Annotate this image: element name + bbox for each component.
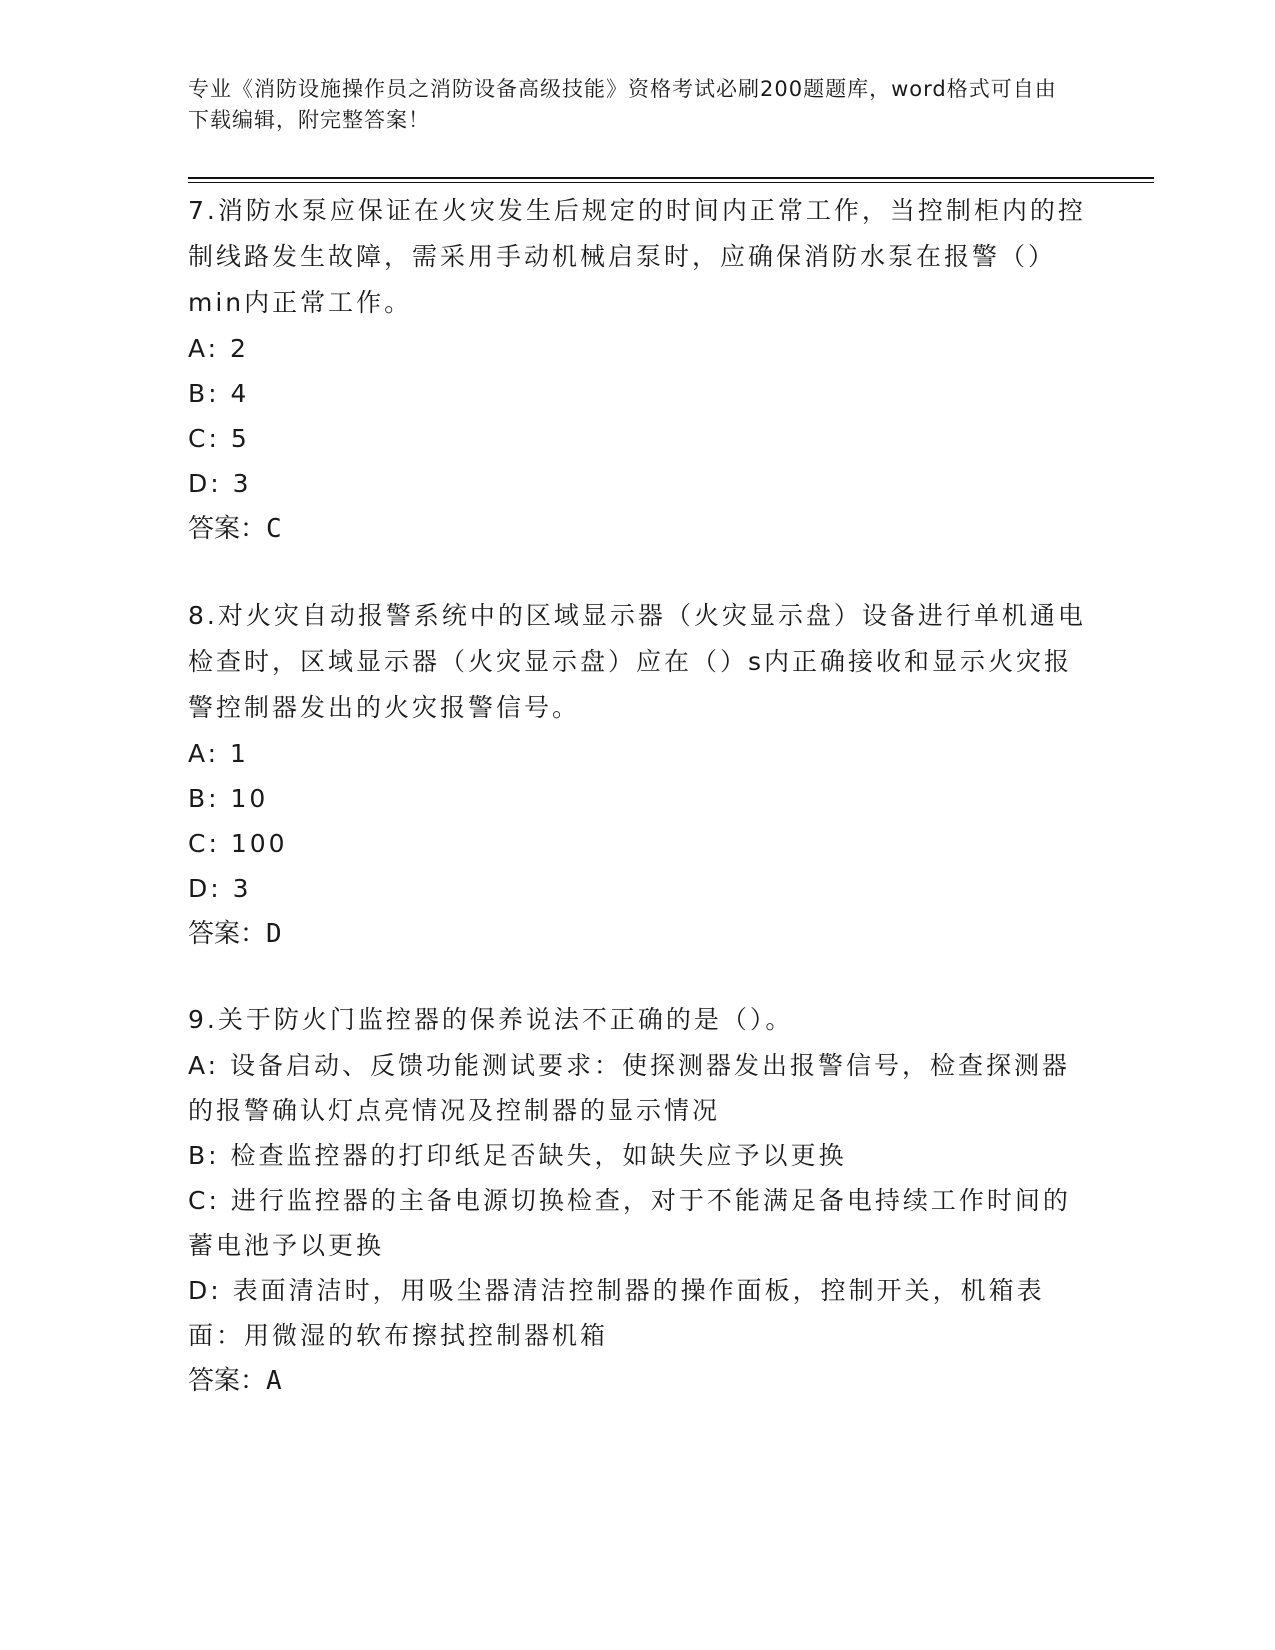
option-a: A: 1 [188, 739, 249, 768]
answer-label: 答案： [188, 514, 267, 544]
option-a: A: 2 [188, 334, 249, 363]
answer-label: 答案： [188, 1366, 267, 1396]
answer-value: D [266, 919, 282, 949]
answer-value: A [266, 1366, 282, 1396]
option-b: B: 4 [188, 379, 250, 408]
question-stem: 7.消防水泵应保证在火灾发生后规定的时间内正常工作，当控制柜内的控制线路发生故障，需采用手动机械启泵时，应确保消防水泵在报警（）min内正常工作。 [188, 196, 1086, 317]
question-8 [188, 593, 1088, 957]
option-a: A: 设备启动、反馈功能测试要求：使探测器发出报警信号，检查探测器的报警确认灯点亮情况及控制器的显示情况 [188, 1051, 1071, 1125]
question-stem: 9.关于防火门监控器的保养说法不正确的是（）。 [188, 1005, 794, 1034]
option-c: C: 100 [188, 829, 288, 858]
answer-label: 答案： [188, 919, 267, 949]
question-9 [188, 997, 1088, 1404]
option-b: B: 10 [188, 784, 269, 813]
option-b: B: 检查监控器的打印纸足否缺失，如缺失应予以更换 [188, 1141, 847, 1170]
header-divider-thin [188, 182, 1154, 183]
option-c: C: 5 [188, 424, 250, 453]
answer [188, 1358, 1088, 1404]
answer [188, 911, 1088, 957]
answer-value: C [266, 514, 282, 544]
option-d: D: 表面清洁时，用吸尘器清洁控制器的操作面板，控制开关，机箱表面：用微湿的软布擦拭控制器机箱 [188, 1276, 1045, 1350]
option-c: C: 进行监控器的主备电源切换检查，对于不能满足备电持续工作时间的蓄电池予以更换 [188, 1186, 1071, 1260]
answer [188, 506, 1088, 552]
question-7 [188, 188, 1088, 552]
option-d: D: 3 [188, 469, 252, 498]
question-stem: 8.对火灾自动报警系统中的区域显示器（火灾显示盘）设备进行单机通电检查时，区域显示器（火灾显示盘）应在（）s内正确接收和显示火灾报警控制器发出的火灾报警信号。 [188, 601, 1086, 722]
option-d: D: 3 [188, 874, 252, 903]
header-divider-thick [188, 177, 1154, 179]
document-header: 专业《消防设施操作员之消防设备高级技能》资格考试必刷200题题库，word格式可自由下载编辑，附完整答案！ [188, 77, 1057, 132]
